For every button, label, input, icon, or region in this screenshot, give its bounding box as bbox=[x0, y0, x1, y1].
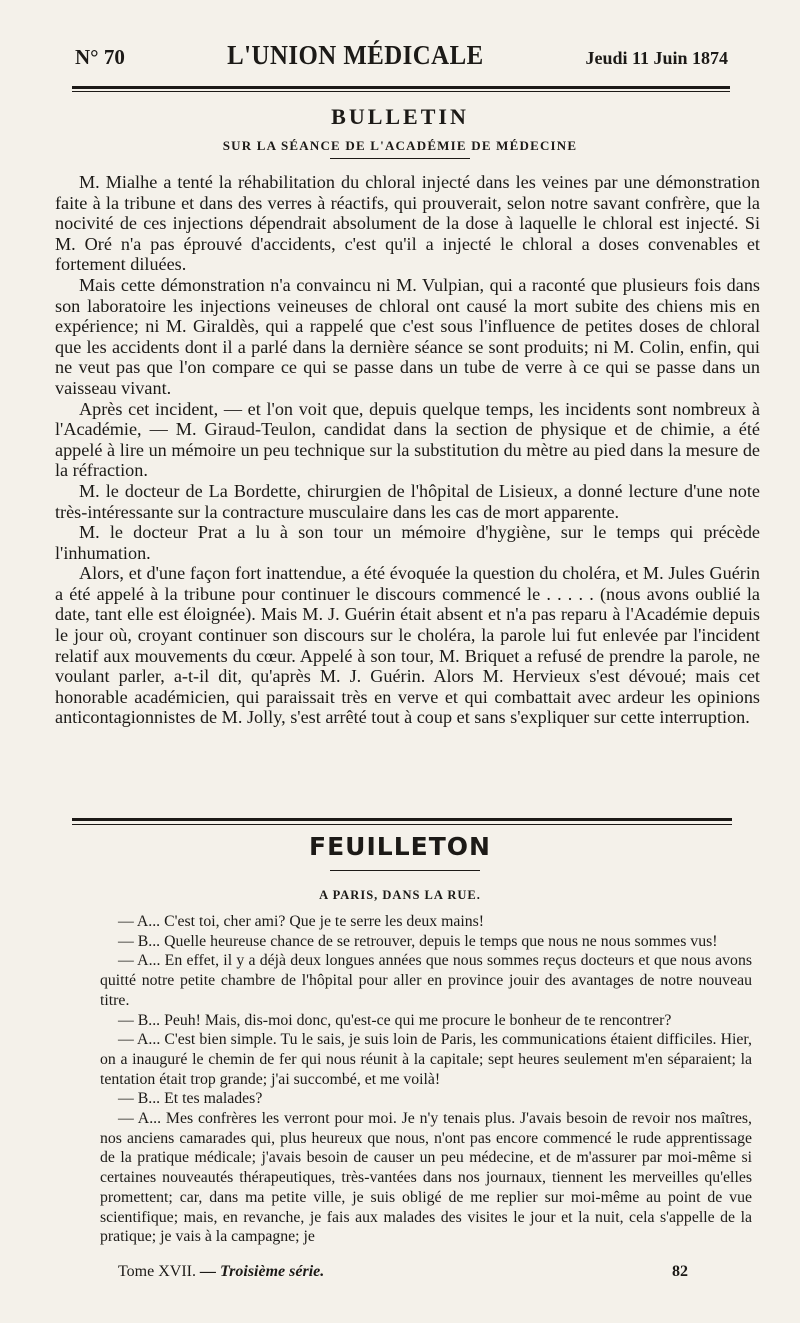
bulletin-paragraph: M. le docteur Prat a lu à son tour un mémoire d'hygiène, sur le temps qui précède l'inhumation. bbox=[55, 522, 760, 563]
bulletin-paragraph: M. Mialhe a tenté la réhabilitation du chloral injecté dans les veines par une démonstration faite à la tribune et dans des verres à réactifs, qui prouverait, selon notre savant confrère, que la nocivité de ces injections dépendrait absolument de la dose à laquelle le chloral est injecté. Si M. Oré n'a pas éprouvé d'accidents, c'est qu'il a injecté le chloral a doses convenables et fortement diluées. bbox=[55, 172, 760, 275]
scene-title: A PARIS, DANS LA RUE. bbox=[319, 888, 481, 902]
dialogue-line: — A... Mes confrères les verront pour moi. Je n'y tenais plus. J'avais besoin de revoir nos maîtres, nos anciens camarades qui, plus heureux que nous, n'ont pas encore commencé le rude apprentissage de la pratique médicale; j'avais besoin de causer un peu médecine, et de m'assurer par moi-même si certaines nouveautés thérapeutiques, très-vantées dans nos journaux, tiennent les merveilles qu'elles promettent; car, dans ma petite ville, je suis obligé de me replier sur moi-même au point de vue scientifique; mais, en revanche, je fais aux malades des visites le jour et la nuit, cela s'appelle de la pratique; je vais à la campagne; je bbox=[100, 1110, 752, 1246]
feuilleton-body bbox=[100, 912, 752, 1247]
series-label: — Troisième série. bbox=[199, 1263, 325, 1280]
bulletin-title: BULLETIN bbox=[331, 104, 469, 129]
bulletin-heading bbox=[60, 104, 740, 154]
dialogue-line: — A... En effet, il y a déjà deux longues années que nous sommes reçus docteurs et que nous avons quitté notre petite chambre de l'hôpital pour aller en province jouir des avantages de notre nouveau titre. bbox=[100, 952, 752, 1009]
masthead-rule bbox=[72, 86, 730, 89]
tome-number: Tome XVII. bbox=[118, 1263, 196, 1280]
dialogue-line: — A... C'est bien simple. Tu le sais, je suis loin de Paris, les communications étaient difficiles. Hier, on a inauguré le chemin de fer qui nous réunit à la capitale; sept heures seulement m'en séparaient; la tentation était trop grande; j'ai succombé, et me voilà! bbox=[100, 1031, 752, 1088]
feuilleton-rule bbox=[330, 870, 480, 871]
bulletin-paragraph: Après cet incident, — et l'on voit que, depuis quelque temps, les incidents sont nombreux à l'Académie, — M. Giraud-Teulon, candidat dans la section de physique et de chimie, a été appelé à lire un mémoire un peu technique sur la substitution du mètre au pied dans la mesure de la réfraction. bbox=[55, 398, 760, 481]
dialogue-line: — B... Et tes malades? bbox=[118, 1090, 263, 1108]
section-divider bbox=[72, 818, 732, 821]
bulletin-rule bbox=[330, 158, 470, 159]
page-footer bbox=[118, 1263, 688, 1281]
masthead bbox=[75, 40, 728, 80]
issue-date: Jeudi 11 Juin 1874 bbox=[585, 48, 728, 68]
journal-title: L'UNION MÉDICALE bbox=[226, 40, 484, 70]
bulletin-paragraph: Alors, et d'une façon fort inattendue, a été évoquée la question du choléra, et M. Jules Guérin a été appelé à la tribune pour continuer le discours commencé le . . . . . (nous avons oublié la date, tant elle est éloignée). Mais M. J. Guérin était absent et n'a pas reparu à l'Académie depuis le jour où, croyant continuer son discours sur le choléra, la parole lui fut enlevée par l'incident relatif aux mouvements du cœur. Appelé à son tour, M. Briquet a refusé de prendre la parole, ne voulant parler, a-t-il dit, qu'après M. J. Guérin. Alors M. Hervieux s'est dévoué; mais cet honorable académicien, qui paraissait très en verve et qui combattait avec ardeur les opinions anticontagionnistes de M. Jolly, s'est arrêté tout à coup et sans s'expliquer sur cette interruption. bbox=[55, 563, 760, 728]
bulletin-paragraph: Mais cette démonstration n'a convaincu ni M. Vulpian, qui a raconté que plusieurs fois dans son laboratoire les injections veineuses de chloral ont causé la mort subite des chiens mis en expérience; ni M. Giraldès, qui a rappelé que c'est sous l'influence de petites doses de chloral que les accidents dont il a parlé dans la dernière séance se sont produits; ni M. Colin, enfin, qui ne veut pas que l'on compare ce qui se passe dans un tube de verre à ce qui se passe dans un vaisseau vivant. bbox=[55, 274, 760, 398]
masthead-rule-thin bbox=[72, 91, 730, 92]
feuilleton-title: FEUILLETON bbox=[309, 832, 491, 861]
bulletin-body bbox=[55, 172, 760, 728]
section-divider-thin bbox=[72, 824, 732, 825]
page-number: 82 bbox=[672, 1263, 688, 1280]
dialogue-line: — B... Peuh! Mais, dis-moi donc, qu'est-ce qui me procure le bonheur de te rencontrer? bbox=[118, 1011, 672, 1029]
dialogue-line: — B... Quelle heureuse chance de se retrouver, depuis le temps que nous ne nous sommes vus! bbox=[118, 932, 718, 950]
issue-number: N° 70 bbox=[75, 45, 125, 69]
dialogue-line: — A... C'est toi, cher ami? Que je te serre les deux mains! bbox=[118, 913, 485, 930]
bulletin-paragraph: M. le docteur de La Bordette, chirurgien de l'hôpital de Lisieux, a donné lecture d'une note très-intéressante sur la contracture musculaire dans les cas de mort apparente. bbox=[55, 480, 760, 522]
footer-tome bbox=[118, 1263, 324, 1281]
bulletin-subtitle: SUR LA SÉANCE DE L'ACADÉMIE DE MÉDECINE bbox=[222, 138, 578, 153]
